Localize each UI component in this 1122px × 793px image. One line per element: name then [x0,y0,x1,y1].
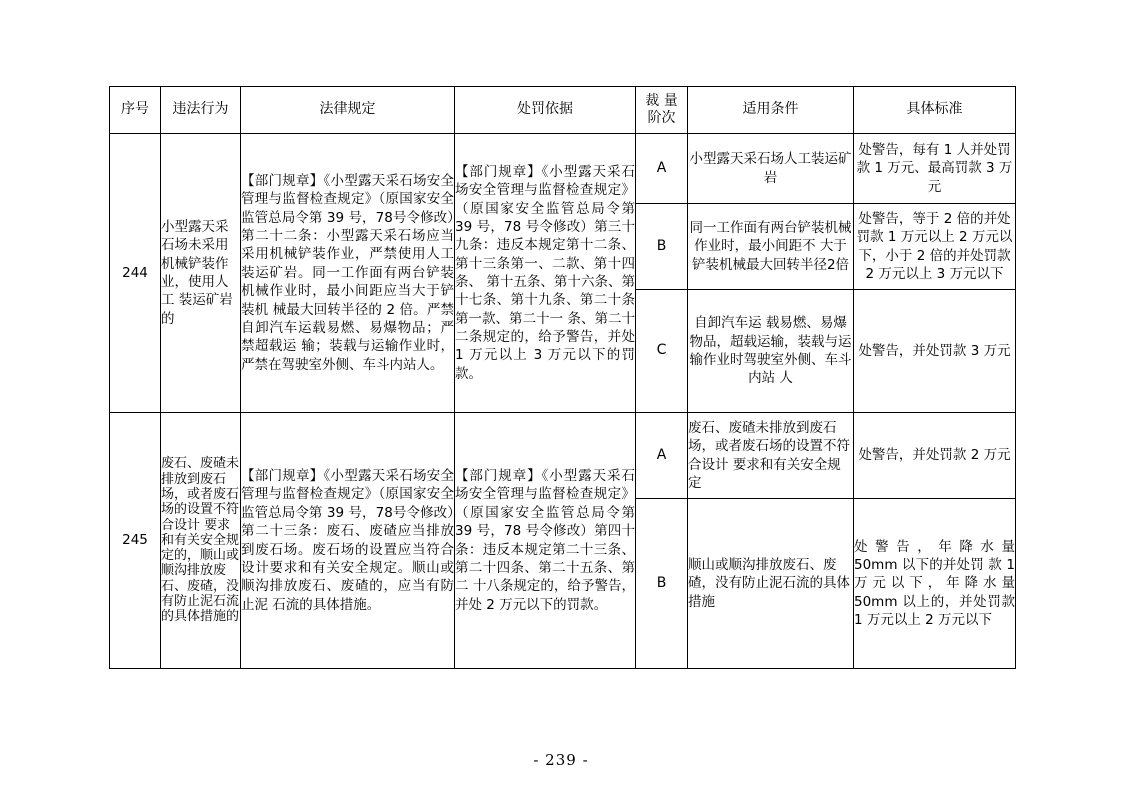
row-act: 废石、废碴未排放到废石场，或者废石场的设置不符合设计 要求和有关安全规定的，顺山或顺沟排放废石、废碴，没有防止泥石流的具体措施的 [161,413,241,669]
level-standard: 处警告，并处罚款 2 万元 [854,413,1016,499]
level-grade: A [636,134,688,204]
row-act: 小型露天采石场未采用机械铲装作业，使用人工 装运矿岩的 [161,134,241,413]
level-grade: B [636,204,688,290]
header-basis: 处罚依据 [455,87,636,134]
row-law: 【部门规章】《小型露天采石场安全管理与监督检查规定》（原国家安全监管总局令第 39 号，78号令修改）第二十二条：小型露天采石场应当采用机械铲装作业，严禁使用人工 装运矿岩。同一工作面有两台铲装机械作业时，最小间距应当大于铲装机 械最大回转半径的 2 倍。严禁自卸汽车运载易燃、易爆物品；严禁超载运 输；装载与运输作业时，严禁在驾驶室外侧、车斗内站人。 [241,134,455,413]
level-standard: 处 警 告 ， 年 降 水 量 50mm 以下的并处罚 款 1 万元以下，年降水量 50mm 以上的，并处罚款 1 万元以上 2 万元以下 [854,499,1016,669]
level-condition: 自卸汽车运 载易燃、易爆物品，超载运输，装载与运输作业时驾驶室外侧、车斗内站 人 [688,290,854,413]
level-standard: 处警告，每有 1 人并处罚款 1 万元、最高罚款 3 万元 [854,134,1016,204]
row-no: 245 [110,413,161,669]
level-standard: 处警告，等于 2 倍的并处罚款 1 万元以上 2 万元以下，小于 2 倍的并处罚款 2 万元以上 3 万元以下 [854,204,1016,290]
level-grade: B [636,499,688,669]
header-no: 序号 [110,87,161,134]
level-standard: 处警告，并处罚款 3 万元 [854,290,1016,413]
header-std: 具体标准 [854,87,1016,134]
row-basis: 【部门规章】《小型露天采石场安全管理与监督检查规定》（原国家安全监管总局令第 39 号，78 号令修改）第三十九条：违反本规定第十二条、第十三条第一、二款、第十四条、 第十五条、第十六条、第十七条、第十九条、第二十条第一款、第二十一 条、第二十二条规定的，给予警告，并处 1 万元以上 3 万元以下的罚款。 [455,134,636,413]
header-level: 裁 量 阶次 [636,87,688,134]
table-row [110,134,1016,204]
header-row [110,87,1016,134]
level-grade: C [636,290,688,413]
level-condition: 顺山或顺沟排放废石、废碴，没有防止泥石流的具体措施 [688,499,854,669]
page-number: - 239 - [533,751,589,769]
level-grade: A [636,413,688,499]
level-condition: 小型露天采石场人工装运矿岩 [688,134,854,204]
row-law: 【部门规章】《小型露天采石场安全管理与监督检查规定》（原国家安全监管总局令第 39 号，78号令修改）第二十三条：废石、废碴应当排放到废石场。废石场的设置应当符合 设计要求和有关安全规定。顺山或顺沟排放废石、废碴的，应当有防止泥 石流的具体措施。 [241,413,455,669]
header-law: 法律规定 [241,87,455,134]
table-row [110,413,1016,499]
row-no: 244 [110,134,161,413]
header-cond: 适用条件 [688,87,854,134]
level-condition: 废石、废碴未排放到废石场，或者废石场的设置不符合设计 要求和有关安全规定 [688,413,854,499]
level-condition: 同一工作面有两台铲装机械作业时，最小间距不 大于铲装机械最大回转半径2倍 [688,204,854,290]
row-basis: 【部门规章】《小型露天采石场安全管理与监督检查规定》（原国家安全监管总局令第 39 号，78 号令修改）第四十条：违反本规定第二十三条、第二十四条、第二十五条、第二 十八条规定的，给予警告，并处 2 万元以下的罚款。 [455,413,636,669]
penalty-table [109,86,1016,669]
header-act: 违法行为 [161,87,241,134]
